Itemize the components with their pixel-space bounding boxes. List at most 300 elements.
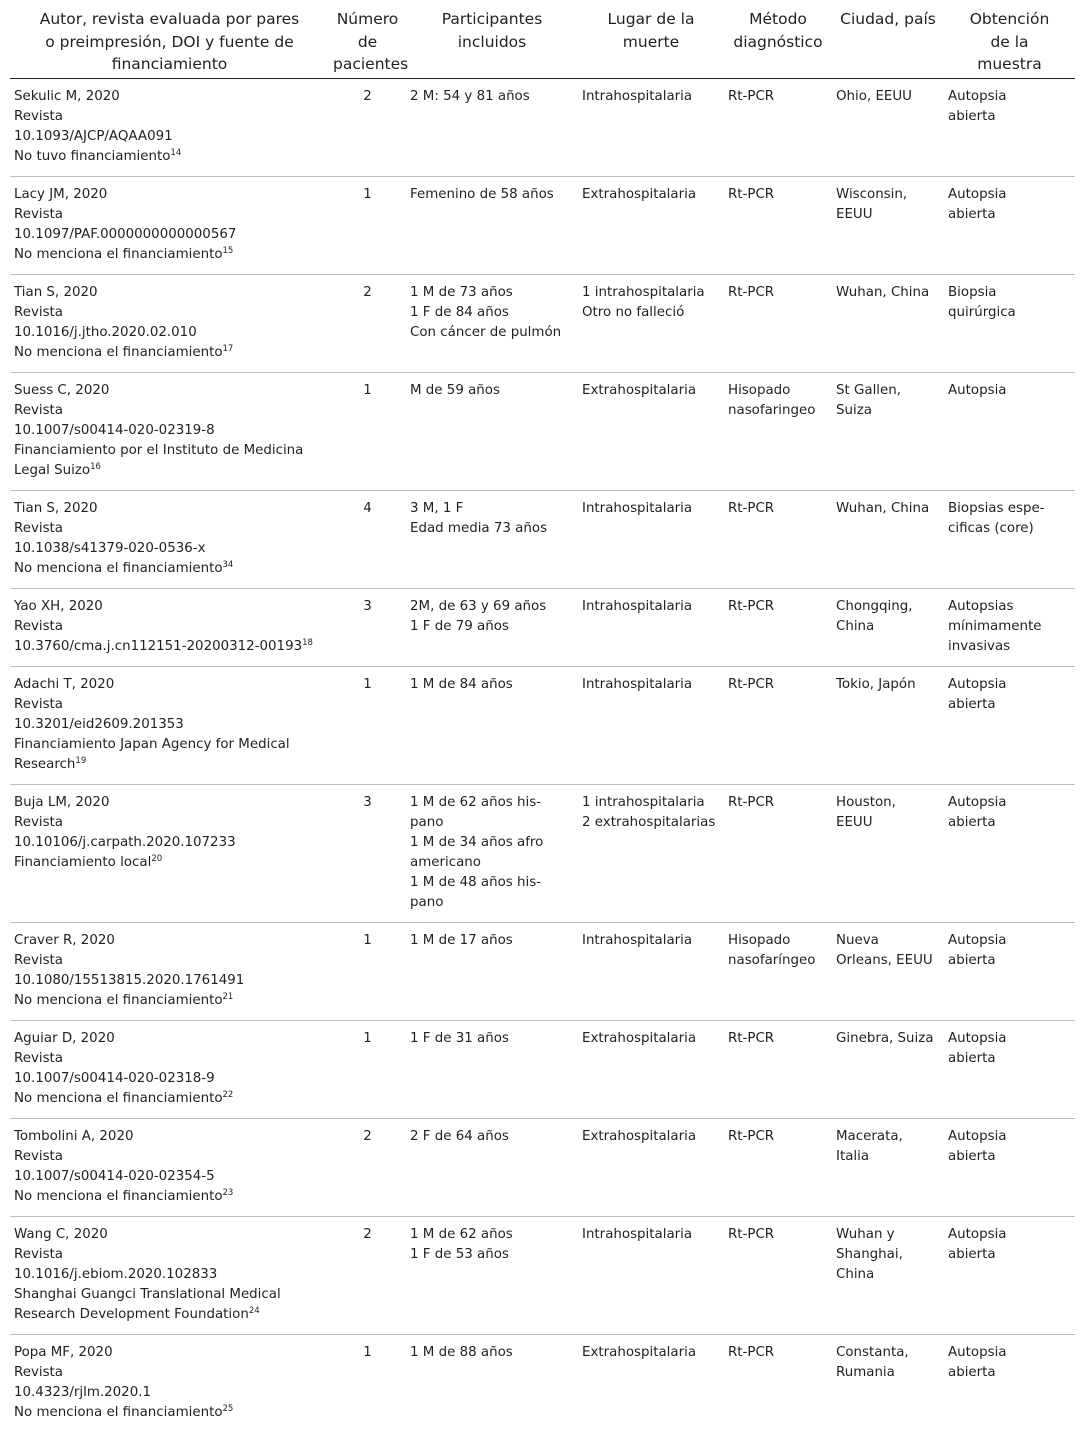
cell-text: Rt-PCR — [728, 1226, 775, 1242]
cell-line — [14, 931, 325, 951]
cell-line — [14, 461, 325, 481]
cell-text: 1 F de 31 años — [410, 1030, 509, 1046]
city-cell — [832, 1216, 944, 1334]
cell-text: Autopsia — [948, 1030, 1007, 1046]
city-cell — [832, 78, 944, 176]
cell-text: No tuvo financiamiento — [14, 148, 171, 164]
cell-line — [14, 499, 325, 519]
cell-text: 1 M de 17 años — [410, 932, 513, 948]
cell-text: Rt-PCR — [728, 500, 775, 516]
place-cell — [578, 1118, 724, 1216]
cell-line — [948, 793, 1071, 813]
place-cell — [578, 1216, 724, 1334]
cell-line — [728, 381, 828, 401]
cell-line — [14, 755, 325, 775]
sample-cell — [944, 1334, 1075, 1432]
author-cell — [10, 78, 329, 176]
cell-text: Rt-PCR — [728, 1030, 775, 1046]
cell-text: Extrahospitalaria — [582, 1030, 697, 1046]
cell-text: Rt-PCR — [728, 88, 775, 104]
cell-text: Extrahospitalaria — [582, 1128, 697, 1144]
cell-text: de — [357, 32, 378, 51]
cell-text: Autopsia — [948, 932, 1007, 948]
cell-text: Yao XH, 2020 — [14, 598, 103, 614]
method-cell — [724, 1118, 832, 1216]
author-cell — [10, 1020, 329, 1118]
cell-text: diagnóstico — [733, 32, 823, 51]
cell-line — [582, 499, 720, 519]
cell-line — [14, 813, 325, 833]
cell-line — [948, 617, 1071, 637]
cell-line — [14, 421, 325, 441]
cell-line — [948, 1029, 1071, 1049]
method-cell — [724, 1020, 832, 1118]
method-cell — [724, 1334, 832, 1432]
sample-cell — [944, 78, 1075, 176]
cell-text: Hisopado — [728, 932, 791, 948]
cell-line — [728, 401, 828, 421]
cell-line — [410, 381, 574, 401]
sample-cell — [944, 784, 1075, 922]
cell-text: Autopsia — [948, 1128, 1007, 1144]
cell-line — [948, 1245, 1071, 1265]
cell-text: Suiza — [836, 402, 872, 418]
patients-cell: 1 — [363, 932, 372, 948]
cell-line — [410, 597, 574, 617]
cell-line — [14, 735, 325, 755]
cell-line — [728, 87, 828, 107]
cell-line — [836, 1245, 940, 1265]
header-place — [578, 6, 724, 78]
cell-text: No menciona el financiamiento — [14, 560, 223, 576]
cell-text: 10.1007/s00414-020-02318-9 — [14, 1070, 215, 1086]
cell-text: EEUU — [836, 814, 873, 830]
cell-line — [410, 1245, 574, 1265]
cell-text: Revista — [14, 952, 64, 968]
cell-line — [14, 695, 325, 715]
cell-text: abierta — [948, 1246, 996, 1262]
cell-line — [14, 1089, 325, 1109]
reference-number: 16 — [90, 461, 101, 472]
cell-line — [728, 1225, 828, 1245]
cell-text: Extrahospitalaria — [582, 186, 697, 202]
cell-line — [14, 1029, 325, 1049]
place-cell — [578, 176, 724, 274]
author-cell — [10, 666, 329, 784]
cell-text: Revista — [14, 402, 64, 418]
cell-line — [948, 1049, 1071, 1069]
cell-text: Research — [14, 756, 76, 772]
participants-cell — [406, 1118, 578, 1216]
cell-line — [410, 1029, 574, 1049]
cell-text: Intrahospitalaria — [582, 932, 693, 948]
cell-text: Tian S, 2020 — [14, 284, 98, 300]
cell-line — [948, 931, 1071, 951]
cell-text: financiamiento — [111, 55, 228, 73]
patients-cell: 3 — [363, 794, 372, 810]
sample-cell — [944, 490, 1075, 588]
city-cell — [832, 1334, 944, 1432]
cell-text: 10.1007/s00414-020-02319-8 — [14, 422, 215, 438]
cell-line — [14, 127, 325, 147]
cell-text: Revista — [14, 618, 64, 634]
cell-text: 10.10106/j.carpath.2020.107233 — [14, 834, 236, 850]
cell-line — [14, 617, 325, 637]
cell-line — [410, 675, 574, 695]
cell-line — [728, 1343, 828, 1363]
cell-line — [836, 205, 940, 225]
author-cell — [10, 1118, 329, 1216]
header-author — [10, 6, 329, 78]
cell-line — [728, 1029, 828, 1049]
cell-line — [582, 1343, 720, 1363]
patients-cell: 1 — [363, 382, 372, 398]
cell-line — [948, 675, 1071, 695]
cell-line — [410, 8, 574, 31]
participants-cell — [406, 1334, 578, 1432]
cell-text: 1 M de 73 años — [410, 284, 513, 300]
cell-line — [14, 1187, 325, 1207]
cell-line — [14, 597, 325, 617]
cell-text: Autopsia — [948, 88, 1007, 104]
cell-text: Biopsias espe- — [948, 500, 1045, 516]
sample-cell — [944, 274, 1075, 372]
cell-line — [948, 381, 1071, 401]
participants-cell — [406, 1216, 578, 1334]
cell-line — [410, 931, 574, 951]
cell-text: Lugar de la — [607, 10, 695, 28]
cell-text: Hisopado — [728, 382, 791, 398]
cell-line — [836, 597, 940, 617]
cell-text: EEUU — [836, 206, 873, 222]
cell-text: Otro no falleció — [582, 304, 685, 320]
cell-text: pano — [410, 894, 444, 910]
cell-line — [410, 283, 574, 303]
place-cell — [578, 1020, 724, 1118]
cell-line — [836, 381, 940, 401]
cell-text: Wuhan y — [836, 1226, 895, 1242]
reference-number: 25 — [222, 1403, 234, 1414]
cell-text: Chongqing, — [836, 598, 913, 614]
cell-line — [582, 931, 720, 951]
method-cell — [724, 176, 832, 274]
table-row — [10, 490, 1075, 588]
cell-text: 1 M de 84 años — [410, 676, 513, 692]
cell-text: Rt-PCR — [728, 284, 775, 300]
participants-cell — [406, 176, 578, 274]
cell-text: de la — [990, 32, 1029, 51]
cell-line — [728, 283, 828, 303]
cell-line — [14, 715, 325, 735]
cell-line — [582, 675, 720, 695]
place-cell — [578, 1334, 724, 1432]
cell-text: Lacy JM, 2020 — [14, 186, 108, 202]
cell-line — [948, 597, 1071, 617]
cell-line — [948, 87, 1071, 107]
cell-text: Biopsia — [948, 284, 997, 300]
cell-text: 10.1016/j.ebiom.2020.102833 — [14, 1266, 218, 1282]
cell-text: Rt-PCR — [728, 598, 775, 614]
cell-line — [948, 8, 1071, 31]
cell-line — [728, 499, 828, 519]
cell-line — [836, 1029, 940, 1049]
cell-line — [582, 87, 720, 107]
cell-text: Orleans, EEUU — [836, 952, 933, 968]
reference-number: 23 — [222, 1187, 234, 1198]
patients-cell: 1 — [363, 1030, 372, 1046]
table-header — [10, 6, 1075, 78]
cell-line — [836, 793, 940, 813]
cell-line — [948, 185, 1071, 205]
cell-line — [14, 833, 325, 853]
table-row — [10, 274, 1075, 372]
cell-text: Intrahospitalaria — [582, 676, 693, 692]
cell-text: Rt-PCR — [728, 1128, 775, 1144]
cell-line — [14, 225, 325, 245]
cell-text: Rt-PCR — [728, 676, 775, 692]
cell-line — [836, 401, 940, 421]
cell-text: 1 F de 79 años — [410, 618, 509, 634]
city-cell — [832, 666, 944, 784]
cell-line — [582, 185, 720, 205]
cell-line — [14, 1265, 325, 1285]
cell-text: M de 59 años — [410, 382, 500, 398]
method-cell — [724, 372, 832, 490]
cell-line — [14, 675, 325, 695]
sample-cell — [944, 1118, 1075, 1216]
cell-line — [836, 1363, 940, 1383]
cell-text: Revista — [14, 520, 64, 536]
cell-text: abierta — [948, 952, 996, 968]
table-row — [10, 372, 1075, 490]
cell-text: invasivas — [948, 638, 1011, 654]
cell-line — [836, 675, 940, 695]
cell-text: 10.1007/s00414-020-02354-5 — [14, 1168, 215, 1184]
cell-text: 10.1080/15513815.2020.1761491 — [14, 972, 245, 988]
cell-line — [14, 1383, 325, 1403]
cell-text: 10.1038/s41379-020-0536-x — [14, 540, 206, 556]
cell-line — [410, 1343, 574, 1363]
cell-text: quirúrgica — [948, 304, 1016, 320]
cell-text: Houston, — [836, 794, 896, 810]
cell-text: Autopsia — [948, 1226, 1007, 1242]
table-row — [10, 1334, 1075, 1432]
reference-number: 34 — [222, 559, 234, 570]
cell-text: 1 M de 34 años afro — [410, 834, 544, 850]
cell-text: americano — [410, 854, 481, 870]
reference-number: 20 — [151, 853, 163, 864]
city-cell — [832, 490, 944, 588]
participants-cell — [406, 78, 578, 176]
cell-line — [14, 991, 325, 1011]
cell-text: Wang C, 2020 — [14, 1226, 108, 1242]
cell-text: 10.4323/rjlm.2020.1 — [14, 1384, 151, 1400]
cell-text: muerte — [622, 32, 680, 51]
cell-text: abierta — [948, 1148, 996, 1164]
cell-line — [948, 637, 1071, 657]
cell-line — [410, 813, 574, 833]
cell-text: Nueva — [836, 932, 879, 948]
city-cell — [832, 588, 944, 666]
cell-line — [14, 1343, 325, 1363]
cell-line — [948, 107, 1071, 127]
participants-cell — [406, 784, 578, 922]
cell-line — [836, 8, 940, 31]
table-row — [10, 922, 1075, 1020]
cell-line — [410, 87, 574, 107]
cell-text: abierta — [948, 108, 996, 124]
participants-cell — [406, 372, 578, 490]
cell-text: Método — [749, 10, 807, 28]
cell-text: Número — [336, 10, 399, 28]
cell-text: Extrahospitalaria — [582, 382, 697, 398]
cell-line — [836, 1265, 940, 1285]
cell-text: Revista — [14, 1246, 64, 1262]
patients-cell: 1 — [363, 676, 372, 692]
cell-text: 1 M de 48 años his- — [410, 874, 542, 890]
cell-line — [582, 1127, 720, 1147]
cell-text: Constanta, — [836, 1344, 909, 1360]
cell-text: Autopsia — [948, 676, 1007, 692]
cell-text: Rumania — [836, 1364, 895, 1380]
table-row — [10, 1020, 1075, 1118]
cell-text: 1 M de 62 años his- — [410, 794, 542, 810]
place-cell — [578, 922, 724, 1020]
cell-line — [14, 539, 325, 559]
cell-line — [333, 53, 409, 76]
cell-text: 2 M: 54 y 81 años — [410, 88, 530, 104]
cell-line — [410, 323, 574, 343]
reference-number: 24 — [248, 1305, 260, 1316]
cell-line — [948, 1225, 1071, 1245]
cell-line — [14, 303, 325, 323]
cell-text: 1 M de 62 años — [410, 1226, 513, 1242]
cell-text: mínimamente — [948, 618, 1042, 634]
cell-line — [948, 695, 1071, 715]
table-row — [10, 78, 1075, 176]
cell-text: China — [836, 1266, 875, 1282]
cell-line — [836, 1225, 940, 1245]
cell-line — [836, 1127, 940, 1147]
participants-cell — [406, 490, 578, 588]
cell-line — [14, 31, 325, 54]
cell-text: muestra — [977, 55, 1042, 73]
cell-line — [410, 793, 574, 813]
cell-line — [14, 1127, 325, 1147]
method-cell — [724, 490, 832, 588]
method-cell — [724, 588, 832, 666]
table-row — [10, 666, 1075, 784]
cell-line — [14, 381, 325, 401]
cell-text: Rt-PCR — [728, 794, 775, 810]
cell-text: Buja LM, 2020 — [14, 794, 110, 810]
cell-line — [728, 31, 828, 54]
cell-line — [836, 1147, 940, 1167]
cell-line — [14, 559, 325, 579]
header-row — [10, 6, 1075, 78]
cell-line — [410, 833, 574, 853]
cell-line — [14, 87, 325, 107]
author-cell — [10, 490, 329, 588]
method-cell — [724, 78, 832, 176]
cell-line — [582, 8, 720, 31]
cell-text: Macerata, — [836, 1128, 903, 1144]
cell-line — [14, 519, 325, 539]
cell-line — [410, 617, 574, 637]
cell-text: Edad media 73 años — [410, 520, 548, 536]
cell-text: Rt-PCR — [728, 186, 775, 202]
cell-text: No menciona el financiamiento — [14, 246, 223, 262]
author-cell — [10, 922, 329, 1020]
cell-line — [582, 381, 720, 401]
cell-line — [582, 303, 720, 323]
cell-text: Wisconsin, — [836, 186, 908, 202]
cell-line — [728, 597, 828, 617]
cell-text: Revista — [14, 696, 64, 712]
cell-text: 2 F de 64 años — [410, 1128, 509, 1144]
patients-cell: 1 — [363, 186, 372, 202]
cell-line — [14, 637, 325, 657]
cell-text: incluidos — [457, 32, 527, 51]
city-cell — [832, 1020, 944, 1118]
table-row — [10, 588, 1075, 666]
cell-line — [836, 283, 940, 303]
header-city — [832, 6, 944, 78]
cell-text: Financiamiento Japan Agency for Medical — [14, 736, 290, 752]
cell-line — [14, 1225, 325, 1245]
reference-number: 15 — [222, 245, 234, 256]
cell-line — [14, 1049, 325, 1069]
cell-line — [948, 519, 1071, 539]
sample-cell — [944, 588, 1075, 666]
cell-line — [14, 185, 325, 205]
cell-text: Extrahospitalaria — [582, 1344, 697, 1360]
cell-text: 3 M, 1 F — [410, 500, 464, 516]
cell-text: cificas (core) — [948, 520, 1034, 536]
place-cell — [578, 784, 724, 922]
cell-text: Participantes — [441, 10, 543, 28]
city-cell — [832, 922, 944, 1020]
cell-text: nasofaringeo — [728, 402, 816, 418]
sample-cell — [944, 666, 1075, 784]
cell-text: 1 intrahospitalaria — [582, 284, 705, 300]
place-cell — [578, 666, 724, 784]
cell-text: Popa MF, 2020 — [14, 1344, 113, 1360]
cell-text: Autopsia — [948, 186, 1007, 202]
studies-table — [10, 6, 1075, 1432]
sample-cell — [944, 1020, 1075, 1118]
participants-cell — [406, 588, 578, 666]
reference-number: 22 — [222, 1089, 234, 1100]
cell-text: Suess C, 2020 — [14, 382, 110, 398]
participants-cell — [406, 666, 578, 784]
author-cell — [10, 784, 329, 922]
cell-text: Revista — [14, 108, 64, 124]
cell-text: Revista — [14, 814, 64, 830]
cell-line — [14, 283, 325, 303]
sample-cell — [944, 922, 1075, 1020]
table-row — [10, 176, 1075, 274]
cell-text: Autopsia — [948, 794, 1007, 810]
place-cell — [578, 588, 724, 666]
cell-text: No menciona el financiamiento — [14, 1404, 223, 1420]
cell-text: 10.3760/cma.j.cn112151-20200312-00193 — [14, 638, 303, 654]
cell-line — [14, 53, 325, 76]
cell-line — [14, 1305, 325, 1325]
cell-text: No menciona el financiamiento — [14, 992, 223, 1008]
patients-cell: 4 — [363, 500, 372, 516]
cell-text: Autopsias — [948, 598, 1014, 614]
